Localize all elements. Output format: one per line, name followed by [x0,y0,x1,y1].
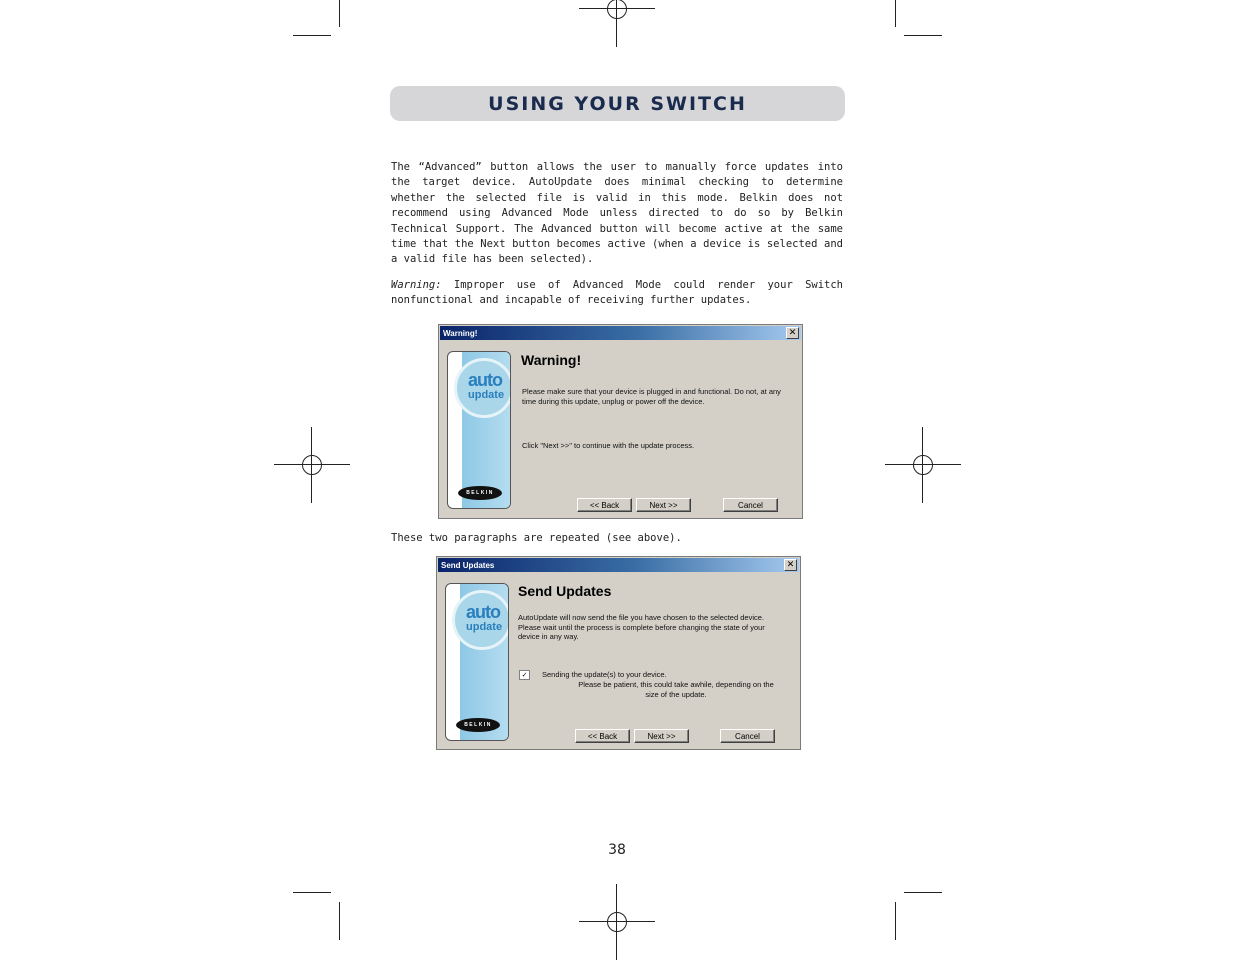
close-icon[interactable]: ✕ [786,327,799,339]
dialog-next-hint: Click "Next >>" to continue with the update process. [522,441,695,450]
belkin-logo: BELKIN [458,486,502,500]
section-header [390,86,845,121]
registration-mark [579,884,655,960]
back-button[interactable]: << Back [575,729,630,743]
window-title: Warning! [443,328,478,338]
crop-mark [339,0,340,27]
warning-dialog [438,324,803,519]
warning-label: Warning: [391,279,442,291]
back-button[interactable]: << Back [577,498,632,512]
page-number: 38 [608,842,626,858]
cancel-button[interactable]: Cancel [720,729,775,743]
body-paragraph: The “Advanced” button allows the user to manually force updates into the target device. AutoUpdate does minimal checking to determine whether the selected file is valid in this mode. Belkin does not recommend using Advanced Mode unless directed to do so by Belkin Technical Support. The Advanced button will become active at the same time that the Next button becomes active (when a device is selected and a valid file has been selected). [391,161,843,266]
autoupdate-logo-panel [447,351,511,509]
logo-auto-text: auto [466,602,500,622]
sending-checkbox[interactable]: ✓ [519,670,530,680]
dialog-heading: Send Updates [518,583,612,599]
next-button[interactable]: Next >> [636,498,691,512]
autoupdate-logo-panel [445,583,509,741]
crop-mark [293,35,331,36]
dialog-instructions: Please make sure that your device is plugged in and functional. Do not, at any time during this update, unplug or power off the device. [522,387,781,406]
cancel-button[interactable]: Cancel [723,498,778,512]
crop-mark [339,902,340,940]
close-icon[interactable]: ✕ [784,559,797,571]
crop-mark [904,892,942,893]
next-button[interactable]: Next >> [634,729,689,743]
crop-mark [904,35,942,36]
page-title: USING YOUR SWITCH [488,92,747,115]
dialog-heading: Warning! [521,352,582,368]
send-updates-dialog [436,556,801,750]
logo-update-text: update [468,389,505,401]
registration-mark [274,427,350,503]
warning-paragraph [391,278,843,309]
logo-update-text: update [466,621,503,633]
crop-mark [895,902,896,940]
window-title: Send Updates [441,560,495,570]
belkin-logo: BELKIN [456,718,500,732]
caption-text: These two paragraphs are repeated (see above). [391,532,682,544]
title-bar [438,558,799,572]
registration-mark [885,427,961,503]
logo-auto-text: auto [468,370,502,390]
title-bar [440,326,801,340]
warning-text: Improper use of Advanced Mode could render your Switch nonfunctional and incapable of receiving further updates. [391,279,843,307]
dialog-instructions: AutoUpdate will now send the file you have chosen to the selected device. Please wait until the process is complete before changing the state of your device in any way. [518,613,765,641]
status-subtext: Please be patient, this could take awhile, depending on the size of the update. [578,680,774,699]
status-line: Sending the update(s) to your device. [542,670,667,679]
crop-mark [293,892,331,893]
registration-mark [579,0,655,47]
crop-mark [895,0,896,27]
